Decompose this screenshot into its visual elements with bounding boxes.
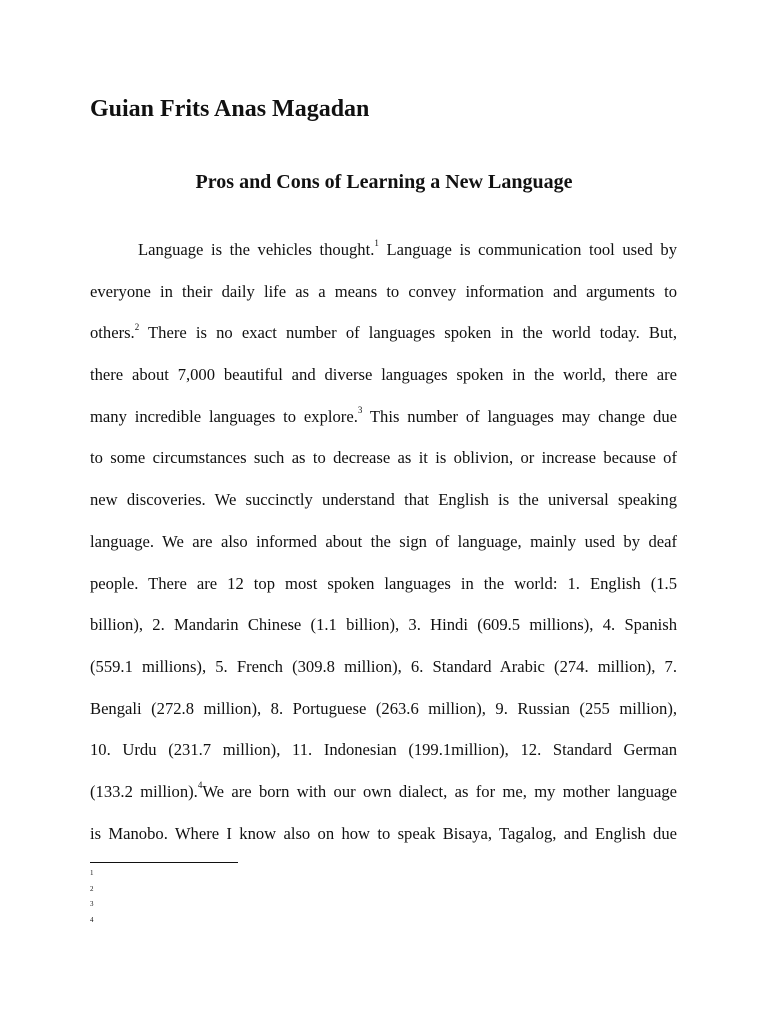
- document-title: Pros and Cons of Learning a New Language: [195, 171, 573, 193]
- footnotes-list: [90, 866, 94, 928]
- footnote-number: 3: [90, 900, 94, 908]
- body-line: billion), 2. Mandarin Chinese (1.1 billion), 3. Hindi (609.5 millions), 4. Spanish: [90, 615, 677, 635]
- body-line: (559.1 millions), 5. French (309.8 million), 6. Standard Arabic (274. million), 7.: [90, 656, 677, 676]
- body-line: many incredible languages to explore.$^3$ This number of languages may change due: [90, 405, 677, 426]
- body-line: (133.2 million).$^4$We are born with our own dialect, as for me, my mother language: [90, 780, 677, 801]
- footnote-ref: 1: [374, 238, 379, 249]
- body-line: 10. Urdu (231.7 million), 11. Indonesian (199.1million), 12. Standard German: [90, 740, 677, 760]
- footnote-separator: [90, 862, 238, 863]
- body-line: everyone in their daily life as a means to convey information and arguments to: [90, 281, 677, 301]
- body-line: to some circumstances such as to decrease as it is oblivion, or increase because of: [90, 448, 677, 468]
- footnote-ref: 2: [134, 321, 140, 332]
- footnote-number: 4: [90, 915, 94, 924]
- body-line: is Manobo. Where I know also on how to speak Bisaya, Tagalog, and English due: [90, 823, 677, 843]
- author-name: Guian Frits Anas Magadan: [90, 96, 370, 122]
- body-line: new discoveries. We succinctly understand that English is the universal speaking: [90, 490, 677, 510]
- body-line: people. There are 12 top most spoken languages in the world: 1. English (1.5: [90, 573, 677, 593]
- body-line: language. We are also informed about the sign of language, mainly used by deaf: [90, 531, 677, 551]
- body-line: Bengali (272.8 million), 8. Portuguese (263.6 million), 9. Russian (255 million),: [90, 698, 677, 718]
- body-line: there about 7,000 beautiful and diverse languages spoken in the world, there are: [90, 365, 677, 385]
- footnote-number: 1: [90, 869, 94, 877]
- body-line: others.$^2$ There is no exact number of languages spoken in the world today. But,: [90, 321, 677, 343]
- footnote-ref: 4: [197, 780, 203, 791]
- footnote-ref: 3: [357, 405, 363, 416]
- footnote-number: 2: [90, 884, 94, 893]
- body-line: Language is the vehicles thought.$^1$ Language is communication tool used by: [138, 238, 677, 259]
- body-paragraph: [90, 229, 677, 854]
